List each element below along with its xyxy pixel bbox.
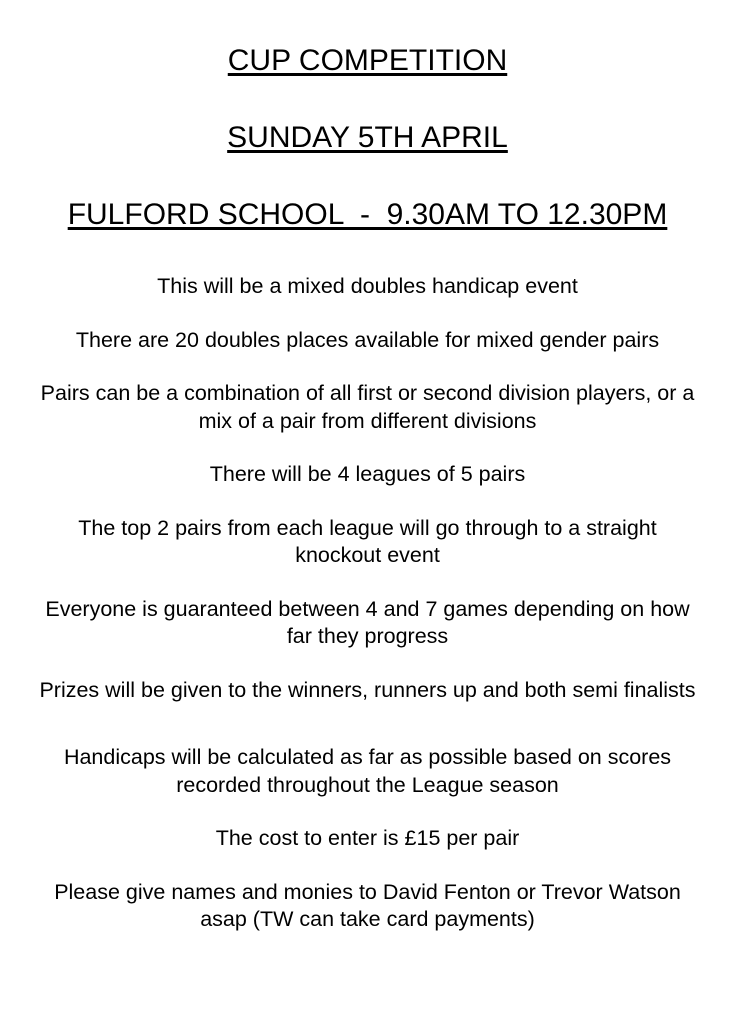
poster-title: CUP COMPETITION (227, 44, 508, 77)
poster-paragraph: This will be a mixed doubles handicap event (157, 274, 578, 298)
poster-body (18, 273, 717, 934)
poster-paragraph: Please give names and monies to David Fenton or Trevor Watson asap (TW can take card payments) (54, 879, 681, 932)
poster-paragraph: Handicaps will be calculated as far as possible based on scores recorded throughout the League season (63, 745, 672, 797)
poster-paragraph: There are 20 doubles places available for mixed gender pairs (75, 327, 660, 352)
poster-paragraph: The cost to enter is £15 per pair (215, 826, 520, 851)
poster-paragraph: There will be 4 leagues of 5 pairs (209, 462, 526, 487)
poster-venue-time: FULFORD SCHOOL - 9.30AM TO 12.30PM (67, 198, 668, 231)
poster-paragraph: Prizes will be given to the winners, runners up and both semi finalists (39, 677, 696, 702)
poster-paragraph: The top 2 pairs from each league will go through to a straight knockout event (78, 515, 657, 568)
poster-paragraph: Everyone is guaranteed between 4 and 7 games depending on how far they progress (45, 596, 690, 649)
poster-date: SUNDAY 5TH APRIL (227, 121, 508, 154)
poster-paragraph: Pairs can be a combination of all first or second division players, or a mix of a pair from different divisions (40, 381, 695, 433)
